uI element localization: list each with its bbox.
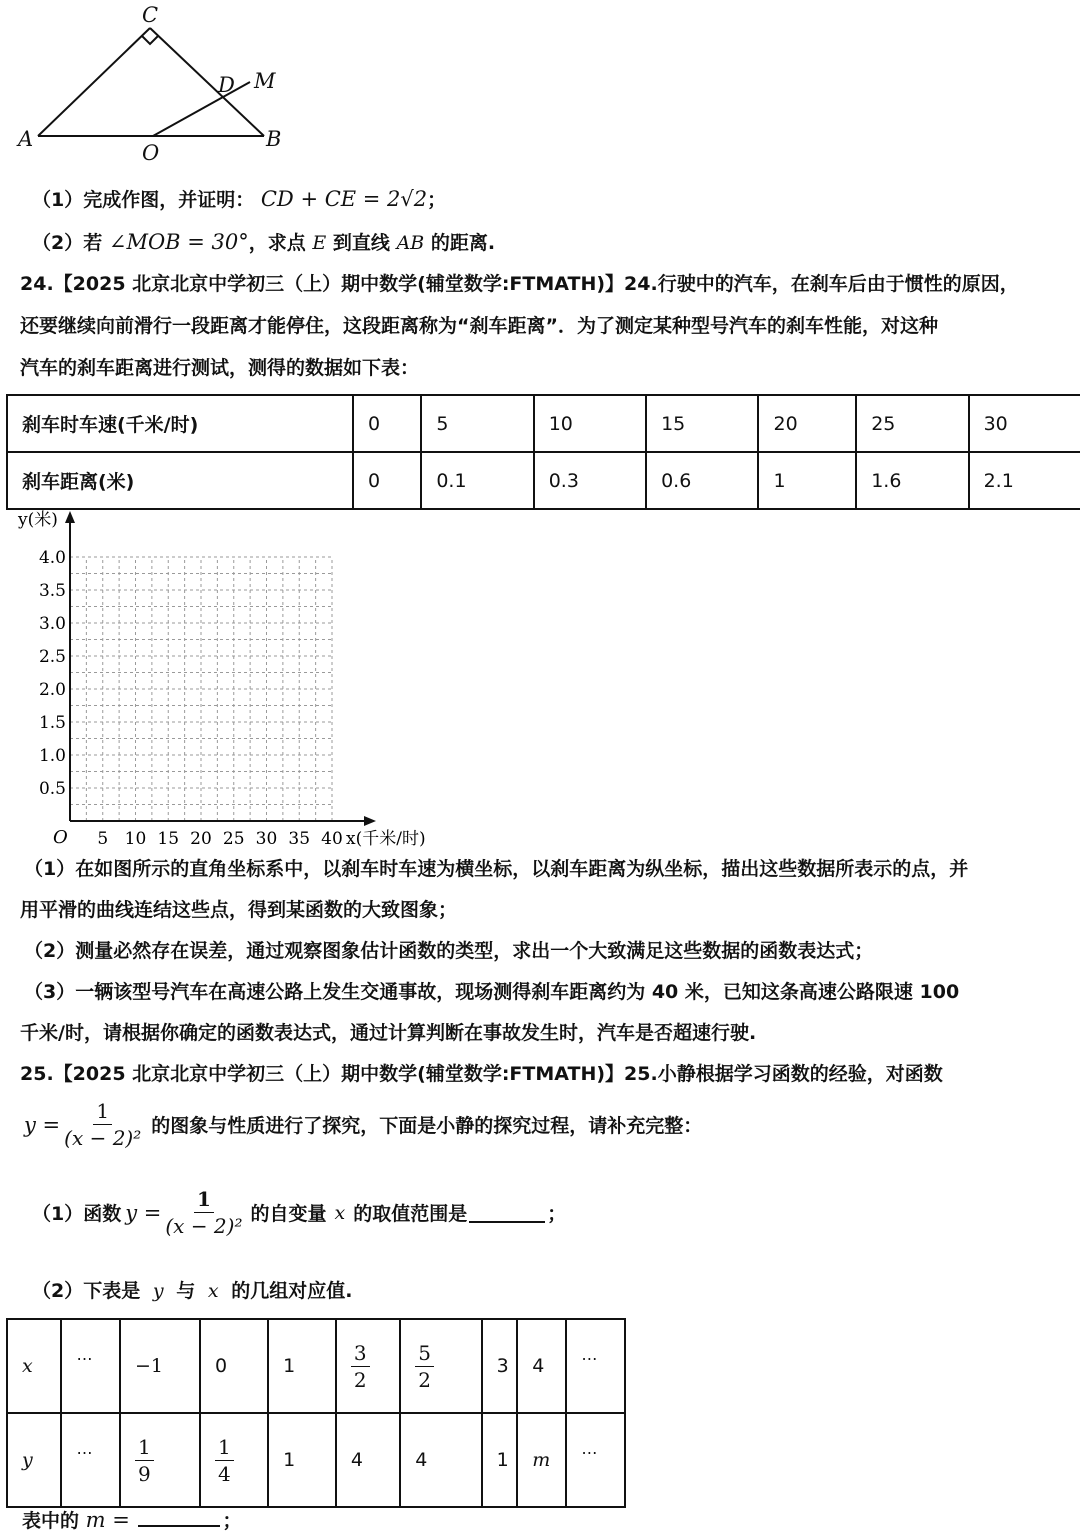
func-denominator: (x − 2)²: [64, 1126, 142, 1150]
table-cell: 5: [421, 395, 533, 452]
table-label-x: x: [7, 1319, 61, 1413]
func-numerator: 1: [194, 1188, 214, 1213]
table-row: [7, 452, 1080, 509]
x-tick-label: 35: [288, 829, 311, 848]
y-tick-label: 2.5: [38, 647, 66, 667]
table-cell: 1: [758, 452, 856, 509]
table-cell-m: m: [517, 1413, 566, 1507]
table-header-distance: 刹车距离(米): [7, 452, 353, 509]
func-y: y =: [125, 1200, 162, 1225]
triangle-figure: [0, 0, 320, 170]
q25-m-prefix: 表中的: [22, 1510, 80, 1532]
q23-part2-angle: ∠MOB = 30°: [108, 230, 249, 254]
table-cell: 1.6: [856, 452, 968, 509]
q24-q1-line1: （1）在如图所示的直角坐标系中，以刹车时车速为横坐标，以刹车距离为纵坐标，描出这些数据所表示的点，并: [24, 858, 969, 880]
q24-data-table: [6, 394, 1080, 510]
q25-p2-end: 的几组对应值.: [231, 1280, 353, 1302]
q25-p1-suffix: 的自变量: [250, 1203, 327, 1225]
table-cell: …: [61, 1413, 120, 1507]
q25-p2-mid: 与: [176, 1280, 196, 1302]
q24-q3-line1: （3）一辆该型号汽车在高速公路上发生交通事故，现场测得刹车距离约为 40 米，已知这条高速公路限速 100: [24, 981, 960, 1003]
table-cell: −1: [120, 1319, 200, 1413]
table-cell: $\frac{5}{2}$: [400, 1319, 481, 1413]
table-cell: …: [566, 1319, 625, 1413]
q23-part1-suffix: ；: [427, 189, 447, 211]
table-cell: 15: [646, 395, 758, 452]
table-cell: 4: [336, 1413, 400, 1507]
table-cell: 25: [856, 395, 968, 452]
table-cell: 2.1: [969, 452, 1080, 509]
y-axis-label: y(米): [18, 510, 58, 530]
table-cell: $\frac{3}{2}$: [336, 1319, 400, 1413]
q24-line3: 汽车的刹车距离进行测试，测得的数据如下表：: [20, 357, 420, 379]
q24-q2: （2）测量必然存在误差，通过观察图象估计函数的类型，求出一个大致满足这些数据的函数表达式；: [24, 940, 874, 962]
q23-part2-ab: AB: [396, 232, 425, 254]
table-cell: 4: [400, 1413, 481, 1507]
q23-part2-mid: ，求点: [248, 232, 306, 254]
q25-m-suffix: ；: [222, 1510, 242, 1532]
x-tick-label: 40: [321, 829, 343, 848]
y-tick-label: 1.5: [38, 713, 66, 733]
q24-line1: 24.【2025 北京北京中学初三（上）期中数学(辅堂数学:FTMATH)】24.行驶中的汽车，在刹车后由于惯性的原因，: [20, 273, 1019, 295]
func-fraction: [165, 1188, 242, 1237]
table-cell: 0: [200, 1319, 268, 1413]
label-c: C: [142, 3, 159, 27]
table-header-speed: 刹车时车速(千米/时): [7, 395, 353, 452]
answer-blank-m[interactable]: [138, 1507, 220, 1527]
x-tick-label: 5: [97, 829, 109, 848]
func-numerator: 1: [93, 1100, 112, 1125]
q25-line1: 25.【2025 北京北京中学初三（上）期中数学(辅堂数学:FTMATH)】25.小静根据学习函数的经验，对函数: [20, 1063, 943, 1085]
table-cell: 0: [353, 395, 421, 452]
q25-p2-prefix: （2）下表是: [32, 1280, 141, 1302]
q25-p1-var: x: [334, 1201, 346, 1224]
y-tick-label: 4.0: [38, 548, 66, 568]
label-m: M: [254, 69, 276, 93]
q23-part1-math: CD + CE = 2√2: [260, 187, 428, 211]
table-cell: 0.3: [534, 452, 646, 509]
answer-blank-range[interactable]: [469, 1203, 545, 1223]
table-cell: 1: [482, 1413, 518, 1507]
x-tick-label: 15: [157, 829, 180, 848]
x-tick-label: 10: [124, 829, 147, 848]
q25-function-definition: [24, 1100, 702, 1149]
side-cb: [150, 28, 264, 136]
q24-q3-line2: 千米/时，请根据你确定的函数表达式，通过计算判断在事故发生时，汽车是否超速行驶.: [20, 1022, 757, 1044]
y-tick-label: 3.0: [38, 614, 66, 634]
x-axis-label: x(千米/时): [346, 829, 426, 848]
y-tick-label: 2.0: [38, 680, 66, 700]
q25-line2: 的图象与性质进行了探究，下面是小静的探究过程，请补充完整：: [151, 1115, 703, 1137]
table-cell: 10: [534, 395, 646, 452]
table-cell: 30: [969, 395, 1080, 452]
q25-p2-y: y: [152, 1280, 164, 1302]
q23-part2-suffix: 的距离.: [430, 232, 496, 254]
table-cell: 4: [517, 1319, 566, 1413]
q25-p2-x: x: [207, 1280, 219, 1302]
q25-m-var: m =: [85, 1508, 130, 1532]
x-axis-arrow: [364, 816, 376, 826]
q25-p1-prefix: （1）函数: [32, 1203, 122, 1225]
side-ac: [38, 28, 150, 136]
table-cell: 1: [268, 1413, 336, 1507]
table-row: [7, 395, 1080, 452]
q25-p1-end: 的取值范围是: [353, 1203, 468, 1225]
q23-part2-mid2: 到直线: [332, 232, 390, 254]
label-a: A: [18, 127, 34, 151]
table-label-y: y: [7, 1413, 61, 1507]
func-y: y =: [24, 1112, 61, 1137]
table-cell: $\frac{1}{4}$: [200, 1413, 268, 1507]
x-tick-label: 25: [222, 829, 245, 848]
func-fraction: [64, 1100, 141, 1149]
table-cell: 20: [758, 395, 856, 452]
table-cell: …: [61, 1319, 120, 1413]
table-cell: 3: [482, 1319, 518, 1413]
table-cell: 0.6: [646, 452, 758, 509]
table-row: [7, 1413, 625, 1507]
table-cell: …: [566, 1413, 625, 1507]
table-cell: $\frac{1}{9}$: [120, 1413, 200, 1507]
q23-part1: [32, 187, 446, 212]
label-o: O: [142, 141, 160, 165]
table-cell: 0: [353, 452, 421, 509]
table-row: [7, 1319, 625, 1413]
q25-m-line: [22, 1507, 241, 1533]
x-tick-label: 20: [190, 829, 212, 848]
q23-part1-text: （1）完成作图，并证明：: [32, 189, 255, 211]
label-b: B: [266, 127, 282, 151]
y-axis-arrow: [65, 511, 75, 523]
q24-q1-line2: 用平滑的曲线连结这些点，得到某函数的大致图象；: [20, 899, 458, 921]
coordinate-grid: [0, 508, 450, 848]
origin-label: O: [53, 827, 68, 848]
q25-values-table: [6, 1318, 626, 1508]
q25-part2: [32, 1279, 352, 1303]
q24-line2: 还要继续向前滑行一段距离才能停住，这段距离称为“刹车距离”．为了测定某种型号汽车的刹车性能，对这种: [20, 315, 938, 337]
q25-part1: [32, 1188, 566, 1237]
q25-p1-semicolon: ；: [547, 1203, 567, 1225]
y-tick-label: 3.5: [38, 581, 66, 601]
label-d: D: [218, 73, 235, 97]
q23-part2-e: E: [312, 232, 327, 254]
x-tick-label: 30: [255, 829, 278, 848]
y-tick-label: 1.0: [38, 746, 66, 766]
func-denominator: (x − 2)²: [165, 1214, 243, 1238]
q23-part2-text: （2）若: [32, 232, 103, 254]
q23-part2: [32, 230, 495, 255]
y-tick-label: 0.5: [38, 779, 66, 799]
table-cell: 0.1: [421, 452, 533, 509]
right-angle-mark: [142, 36, 158, 44]
table-cell: 1: [268, 1319, 336, 1413]
